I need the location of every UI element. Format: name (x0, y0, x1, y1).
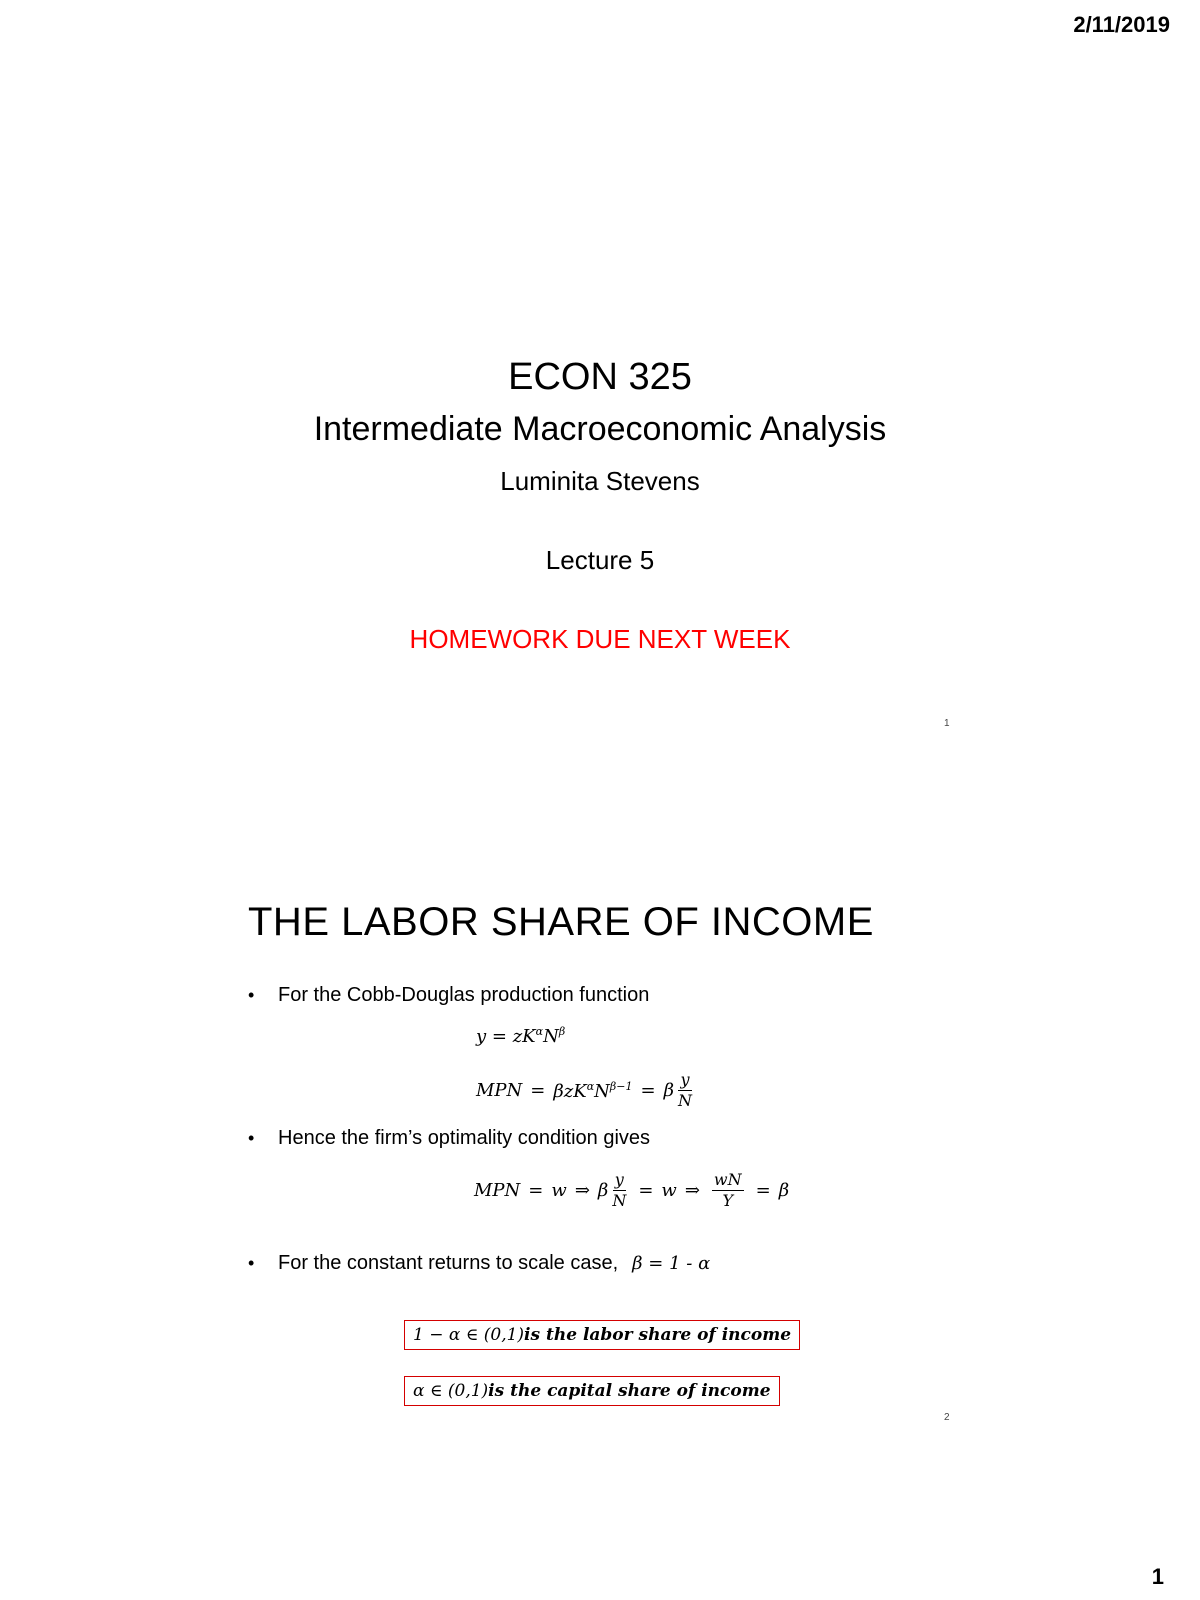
fraction-numerator: y (680, 1070, 690, 1089)
bullet-item (248, 984, 649, 1007)
author-name: Luminita Stevens (500, 466, 700, 496)
homework-notice: HOMEWORK DUE NEXT WEEK (409, 624, 791, 654)
equation-text: $y = zK^\alpha N^\beta$ (476, 1025, 566, 1047)
equation-mid: $\beta zK^\alpha N^{\beta-1}$ (553, 1079, 633, 1102)
wage-symbol: w (551, 1180, 567, 1201)
labor-share-box (404, 1320, 800, 1350)
page-number: 1 (1151, 1564, 1164, 1589)
fraction-denominator: N (612, 1191, 627, 1210)
box-math: 1 − α ∈ (0,1) (413, 1325, 525, 1345)
bullet-item (248, 1127, 650, 1150)
fraction (678, 1072, 692, 1109)
equals-sign: = (640, 1080, 656, 1101)
mpn-equation (476, 1072, 696, 1109)
equation-lhs: MPN (474, 1180, 521, 1201)
wage-symbol: w (661, 1180, 677, 1201)
capital-share-box (404, 1376, 780, 1406)
course-code: ECON 325 (508, 356, 692, 398)
fraction-numerator: wN (713, 1170, 742, 1189)
box-text: is the capital share of income (488, 1381, 771, 1401)
bullet-text: For the constant returns to scale case, (278, 1252, 619, 1274)
bullet-dot-icon: • (248, 1128, 255, 1148)
fraction-denominator: N (678, 1091, 692, 1110)
equation-coef: β (663, 1080, 674, 1101)
fraction (612, 1172, 626, 1209)
lecture-number: Lecture 5 (545, 545, 655, 575)
fraction (712, 1172, 744, 1209)
bullet-text: Hence the firm’s optimality condition gives (278, 1127, 651, 1149)
slide-title: THE LABOR SHARE OF INCOME (248, 900, 874, 944)
equation-lhs: MPN (476, 1080, 523, 1101)
course-title: Intermediate Macroeconomic Analysis (313, 410, 887, 448)
fraction-numerator: y (614, 1170, 624, 1189)
box-text: is the labor share of income (524, 1325, 792, 1345)
equals-sign: = (530, 1080, 546, 1101)
fraction-denominator: Y (722, 1191, 734, 1210)
implies-arrow-icon: ⇒ (684, 1180, 700, 1201)
equals-sign: = (755, 1180, 771, 1201)
slide-number: 1 (944, 718, 950, 729)
header-date: 2/11/2019 (1073, 12, 1170, 37)
bullet-dot-icon: • (248, 1253, 255, 1273)
bullet-text: For the Cobb-Douglas production function (278, 984, 650, 1006)
equation-coef: β (597, 1180, 609, 1201)
optimality-equation (474, 1172, 789, 1209)
equation-rhs: β (778, 1180, 790, 1201)
implies-arrow-icon: ⇒ (574, 1180, 590, 1201)
bullet-item (248, 1252, 710, 1275)
bullet-dot-icon: • (248, 985, 255, 1005)
box-math: α ∈ (0,1) (413, 1381, 489, 1401)
equals-sign: = (528, 1180, 544, 1201)
slide-number: 2 (944, 1412, 950, 1423)
equals-sign: = (638, 1180, 654, 1201)
bullet-math: β = 1 - α (632, 1253, 711, 1274)
production-function-equation (476, 1025, 565, 1047)
